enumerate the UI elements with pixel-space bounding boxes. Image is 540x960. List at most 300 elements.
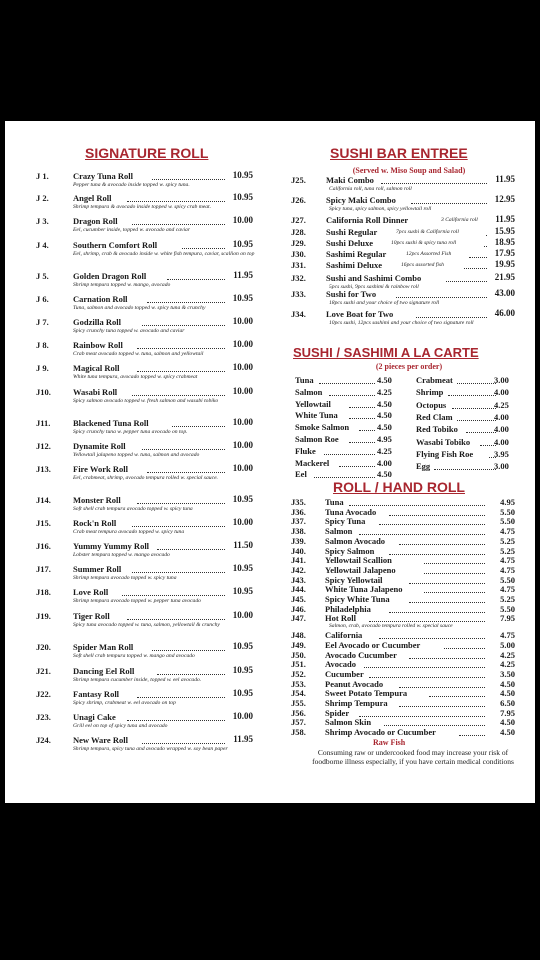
a-la-carte-item-price: 4.00	[494, 387, 509, 398]
dot-leader	[424, 567, 485, 574]
item-code: J45.	[291, 594, 306, 604]
item-name: Golden Dragon Roll	[73, 271, 147, 281]
item-price: 7.95	[500, 707, 515, 718]
sushi-bar-title: SUSHI BAR ENTREE	[330, 145, 468, 161]
item-price: 10.00	[232, 386, 253, 396]
item-code: J52.	[291, 668, 306, 679]
item-price: 4.75	[500, 584, 515, 595]
item-name: Sushi for Two	[326, 289, 377, 299]
signature-roll-title: SIGNATURE ROLL	[85, 145, 209, 161]
item-code: J10.	[36, 387, 51, 397]
item-price: 10.00	[232, 463, 253, 473]
item-code: J51.	[291, 659, 306, 670]
item-price: 11.50	[233, 540, 253, 550]
item-description: Soft shell crab tempura avocado topped w. spicy tuna	[73, 506, 193, 512]
dot-leader	[464, 262, 487, 269]
dot-leader	[434, 463, 496, 470]
dot-leader	[142, 737, 225, 744]
item-extra: 7pcs sushi & California roll	[396, 229, 459, 235]
a-la-carte-item-price: 4.25	[494, 399, 509, 410]
item-name: Godzilla Roll	[73, 317, 121, 327]
item-name: California Roll Dinner	[326, 215, 409, 225]
a-la-carte-item-name: Flying Fish Roe	[416, 448, 474, 459]
item-description: White tuna tempura, avocado topped w. spicy crabmeat	[73, 374, 198, 380]
item-code: J34.	[291, 309, 306, 319]
sushi-bar-subtitle: (Served w. Miso Soup and Salad)	[352, 166, 466, 175]
item-price: 15.95	[494, 226, 515, 236]
item-extra: 12pcs Assorted Fish	[406, 251, 452, 257]
item-price: 18.95	[494, 237, 515, 247]
item-code: J28.	[291, 227, 306, 237]
item-price: 10.00	[232, 339, 253, 349]
a-la-carte-item-price: 4.00	[494, 436, 509, 447]
item-code: J 6.	[36, 294, 49, 304]
item-code: J22.	[36, 689, 51, 699]
item-code: J37.	[291, 516, 306, 527]
item-price: 5.50	[500, 516, 515, 527]
item-price: 10.95	[232, 192, 253, 202]
dot-leader	[137, 342, 225, 349]
a-la-carte-item-price: 4.50	[377, 469, 392, 480]
a-la-carte-item-price: 4.50	[377, 398, 392, 409]
dot-leader	[379, 518, 485, 525]
dot-leader	[484, 240, 487, 247]
dot-leader	[486, 229, 487, 236]
item-code: J42.	[291, 564, 306, 575]
item-description: Shrimp tempura topped w. mango, avocado	[73, 282, 171, 288]
dot-leader	[452, 402, 496, 409]
item-name: Love Boat for Two	[326, 309, 394, 319]
item-price: 11.95	[233, 270, 253, 280]
item-description: Shrimp tempura & avocado inside topped w. spicy crab meat.	[73, 204, 212, 210]
item-code: J23.	[36, 712, 51, 722]
dot-leader	[127, 195, 225, 202]
a-la-carte-item-price: 4.50	[377, 410, 392, 421]
item-name: Tuna	[325, 497, 344, 507]
a-la-carte-item-name: Mackerel	[295, 457, 330, 468]
dot-leader	[167, 273, 225, 280]
item-code: J29.	[291, 238, 306, 248]
dot-leader	[416, 311, 487, 318]
item-code: J58.	[291, 727, 306, 738]
dot-leader	[132, 520, 225, 527]
dot-leader	[359, 710, 485, 717]
item-name: Spicy Yellowtail	[325, 574, 383, 585]
item-code: J 4.	[36, 240, 49, 250]
item-code: J18.	[36, 587, 51, 597]
item-name: Cucumber	[325, 668, 364, 679]
raw-fish-title: Raw Fish	[373, 738, 406, 747]
item-name: New Ware Roll	[73, 735, 128, 745]
raw-fish-notice: Consuming raw or undercooked food may increase your risk of foodborne illness especially, if you have certain medical conditions	[312, 748, 514, 766]
item-name: Maki Combo	[326, 175, 374, 185]
item-code: J30.	[291, 249, 306, 259]
dot-leader	[444, 642, 485, 649]
dot-leader	[329, 389, 375, 396]
a-la-carte-item-price: 4.50	[377, 422, 392, 433]
item-name: Magical Roll	[73, 363, 120, 373]
item-description: Crab meat avocado topped w. tuna, salmon and yellowtail	[73, 351, 204, 357]
item-code: J48.	[291, 630, 306, 641]
item-code: J26.	[291, 195, 306, 205]
a-la-carte-item-name: Salmon Roe	[295, 434, 339, 444]
item-code: J13.	[36, 464, 51, 474]
item-name: Hot Roll	[325, 613, 356, 624]
dot-leader	[127, 613, 225, 620]
a-la-carte-item-price: 3.00	[494, 375, 509, 385]
item-description: Spicy crunchy tuna w. pepper tuna avocado on top.	[73, 429, 188, 435]
item-price: 4.50	[500, 717, 515, 728]
item-description: Yellowtail jalapeno topped w. tuna, salmon and avocado	[73, 452, 200, 458]
a-la-carte-item-name: Tuna	[295, 375, 314, 385]
item-name: Eel Avocado or Cucumber	[325, 639, 421, 650]
item-code: J 2.	[36, 193, 49, 203]
dot-leader	[349, 412, 375, 419]
item-name: Spider	[325, 707, 350, 718]
item-price: 4.25	[500, 649, 515, 660]
item-description: Shrimp tempura cucumber inside, topped w. eel avocado.	[73, 677, 202, 683]
item-price: 10.00	[232, 417, 253, 427]
item-code: J55.	[291, 698, 306, 708]
a-la-carte-item-name: Egg	[416, 461, 431, 472]
item-description: Spicy tuna, spicy salmon, spicy yellowtail roll	[329, 206, 432, 212]
dot-leader	[429, 690, 485, 697]
a-la-carte-item-name: Yellowtail	[295, 398, 331, 409]
a-la-carte-item-price: 4.25	[377, 386, 392, 397]
item-price: 4.75	[500, 526, 515, 537]
a-la-carte-item-price: 4.95	[377, 434, 392, 444]
item-name: Crazy Tuna Roll	[73, 171, 133, 181]
item-code: J16.	[36, 541, 51, 551]
item-price: 6.50	[500, 698, 515, 708]
item-price: 46.00	[494, 308, 515, 318]
item-name: Carnation Roll	[73, 294, 128, 304]
item-code: J20.	[36, 642, 51, 652]
item-name: Rainbow Roll	[73, 340, 123, 350]
item-code: J 3.	[36, 216, 49, 226]
dot-leader	[389, 606, 485, 613]
item-price: 5.25	[500, 594, 515, 604]
item-price: 3.50	[500, 668, 515, 679]
item-price: 4.50	[500, 688, 515, 699]
dot-leader	[369, 671, 485, 678]
item-code: J 5.	[36, 271, 49, 281]
item-price: 4.50	[500, 678, 515, 689]
dot-leader	[359, 424, 375, 431]
item-name: Love Roll	[73, 587, 109, 597]
item-code: J49.	[291, 639, 306, 650]
dot-leader	[399, 700, 485, 707]
item-name: Sushi and Sashimi Combo	[326, 273, 422, 283]
dot-leader	[399, 538, 485, 545]
item-extra: 10pcs sushi & spicy tuna roll	[391, 240, 457, 246]
item-price: 5.25	[500, 535, 515, 546]
item-name: White Tuna Jalapeno	[325, 584, 403, 595]
dot-leader	[411, 197, 487, 204]
dot-leader	[349, 499, 485, 506]
a-la-carte-item-name: Shrimp	[416, 387, 444, 398]
item-name: Wasabi Roll	[73, 387, 118, 397]
item-code: J14.	[36, 495, 51, 505]
item-code: J32.	[291, 273, 306, 283]
item-extra: 16pcs assorted fish	[401, 262, 444, 268]
a-la-carte-item-name: Red Tobiko	[416, 424, 458, 435]
dot-leader	[142, 319, 225, 326]
item-price: 4.50	[500, 727, 515, 738]
dot-leader	[369, 615, 485, 622]
item-code: J54.	[291, 688, 306, 699]
item-price: 4.75	[500, 630, 515, 641]
item-price: 10.00	[232, 316, 253, 326]
item-name: Salmon Avocado	[325, 535, 386, 546]
item-price: 10.95	[232, 563, 253, 573]
item-code: J36.	[291, 506, 306, 517]
item-price: 10.00	[232, 711, 253, 721]
dot-leader	[172, 420, 225, 427]
dot-leader	[396, 291, 487, 298]
dot-leader	[147, 296, 225, 303]
item-code: J19.	[36, 611, 51, 621]
item-name: Unagi Cake	[73, 712, 116, 722]
item-code: J47.	[291, 613, 306, 624]
item-price: 43.00	[494, 288, 515, 298]
item-code: J25.	[291, 175, 306, 185]
item-price: 11.95	[233, 734, 253, 744]
dot-leader	[409, 577, 485, 584]
item-name: Spicy Tuna	[325, 516, 366, 527]
dot-leader	[339, 460, 375, 467]
dot-leader	[446, 275, 487, 282]
item-price: 10.00	[232, 440, 253, 450]
item-price: 10.95	[232, 665, 253, 675]
dot-leader	[137, 691, 225, 698]
item-price: 5.50	[500, 603, 515, 614]
item-price: 12.95	[494, 194, 515, 204]
item-description: Soft shell crab tempura topped w. mango and avocado	[73, 653, 195, 659]
item-description: 5pcs sushi, 9pcs sashimi & rainbow roll	[329, 284, 419, 290]
dot-leader	[132, 566, 225, 573]
item-name: Sashimi Deluxe	[326, 260, 382, 270]
a-la-carte-item-name: Red Clam	[416, 411, 453, 422]
dot-leader	[152, 644, 225, 651]
item-code: J33.	[291, 289, 306, 299]
item-description: Spicy shrimp, crabmeat w. eel avocado on top	[73, 700, 176, 706]
item-price: 21.95	[494, 272, 515, 282]
item-name: Blackened Tuna Roll	[73, 418, 149, 428]
item-price: 4.75	[500, 564, 515, 575]
item-name: Dragon Roll	[73, 216, 118, 226]
item-description: Spicy salmon avocado topped w. fresh salmon and wasabi tobiko	[73, 398, 219, 404]
dot-leader	[364, 661, 485, 668]
item-code: J50.	[291, 649, 306, 660]
item-name: Summer Roll	[73, 564, 122, 574]
item-name: Yellowtail Jalapeno	[325, 564, 396, 575]
dot-leader	[147, 466, 225, 473]
item-description: Shrimp tempura, spicy tuna and avocado wrapped w. soy bean paper	[73, 746, 228, 752]
item-name: Tuna Avocado	[325, 506, 377, 517]
item-code: J11.	[36, 418, 51, 428]
item-description: Spicy tuna avocado topped w. tuna, salmon, yellowtail & crunchy	[73, 622, 220, 628]
item-code: J57.	[291, 717, 306, 728]
item-name: Spicy Maki Combo	[326, 195, 396, 205]
a-la-carte-item-price: 4.00	[494, 411, 509, 422]
dot-leader	[399, 681, 485, 688]
dot-leader	[389, 548, 485, 555]
item-description: Spicy crunchy tuna topped w. avocado and caviar	[73, 328, 185, 334]
item-name: Avocado	[325, 659, 357, 670]
a-la-carte-item-price: 4.00	[494, 424, 509, 435]
item-name: Southern Comfort Roll	[73, 240, 158, 250]
a-la-carte-item-name: White Tuna	[295, 410, 338, 421]
item-price: 11.95	[495, 214, 515, 224]
a-la-carte-item-name: Fluke	[295, 445, 316, 456]
dot-leader	[379, 632, 485, 639]
item-price: 10.95	[232, 688, 253, 698]
item-code: J21.	[36, 666, 51, 676]
item-price: 17.95	[494, 248, 515, 258]
dot-leader	[381, 177, 487, 184]
item-description: Salmon, crab, avocado tempura rolled w. special sauce	[329, 623, 453, 630]
dot-leader	[469, 251, 487, 258]
item-price: 10.00	[232, 517, 253, 527]
dot-leader	[157, 668, 225, 675]
item-description: Eel, crabmeat, shrimp, avocado tempura rolled w. special sauce.	[73, 475, 218, 481]
item-code: J53.	[291, 678, 306, 689]
item-name: Yummy Yummy Roll	[73, 541, 150, 551]
item-code: J44.	[291, 584, 306, 595]
a-la-carte-item-price: 3.00	[494, 461, 509, 472]
item-description: Grill eel on top of spicy tuna and avocado	[73, 723, 168, 729]
item-description: California roll, tuna roll, salmon roll	[329, 186, 412, 192]
dot-leader	[132, 389, 225, 396]
item-price: 11.95	[495, 174, 515, 184]
dot-leader	[127, 714, 225, 721]
item-name: Dynamite Roll	[73, 441, 126, 451]
item-price: 10.95	[232, 239, 253, 249]
item-price: 10.95	[232, 293, 253, 303]
item-price: 10.95	[232, 494, 253, 504]
item-code: J17.	[36, 564, 51, 574]
a-la-carte-item-price: 4.25	[377, 445, 392, 456]
dot-leader	[324, 448, 375, 455]
item-name: Spider Man Roll	[73, 642, 134, 652]
dot-leader	[349, 436, 375, 443]
item-code: J15.	[36, 518, 51, 528]
item-code: J46.	[291, 603, 306, 614]
item-name: Fire Work Roll	[73, 464, 128, 474]
a-la-carte-item-name: Salmon	[295, 386, 323, 397]
a-la-carte-subtitle: (2 pieces per order)	[375, 362, 443, 371]
dot-leader	[137, 497, 225, 504]
item-name: Peanut Avocado	[325, 678, 384, 689]
item-code: J27.	[291, 215, 306, 225]
item-code: J56.	[291, 707, 306, 718]
dot-leader	[182, 242, 225, 249]
dot-leader	[137, 365, 225, 372]
a-la-carte-item-name: Smoke Salmon	[295, 422, 350, 433]
item-name: Monster Roll	[73, 495, 121, 505]
item-name: Rock'n Roll	[73, 518, 117, 528]
item-price: 10.95	[232, 586, 253, 596]
item-price: 10.00	[232, 362, 253, 372]
dot-leader	[349, 401, 375, 408]
item-price: 10.95	[232, 170, 253, 180]
dot-leader	[457, 377, 496, 384]
item-price: 10.00	[232, 610, 253, 620]
item-name: Sushi Deluxe	[326, 238, 373, 248]
item-code: J31.	[291, 260, 306, 270]
dot-leader	[132, 218, 225, 225]
item-description: Eel, cucumber inside, topped w. avocado and caviar	[73, 227, 191, 233]
dot-leader	[409, 652, 485, 659]
item-name: Dancing Eel Roll	[73, 666, 135, 676]
item-name: Salmon	[325, 526, 353, 537]
item-code: J 1.	[36, 171, 49, 181]
a-la-carte-item-name: Eel	[295, 469, 307, 480]
item-code: J40.	[291, 545, 306, 556]
a-la-carte-item-name: Octopus	[416, 399, 447, 410]
item-code: J 7.	[36, 317, 49, 327]
dot-leader	[466, 426, 496, 433]
item-code: J43.	[291, 574, 306, 585]
item-name: Sweet Potato Tempura	[325, 688, 408, 699]
item-name: Yellowtail Scallion	[325, 555, 392, 566]
item-price: 10.95	[232, 641, 253, 651]
item-code: J35.	[291, 497, 306, 507]
dot-leader	[459, 729, 485, 736]
dot-leader	[384, 719, 485, 726]
item-description: Eel, shrimp, crab & avocado inside w. white fish tempura, caviar, scallion on top	[73, 251, 255, 257]
dot-leader	[319, 377, 375, 384]
item-description: Lobster tempura topped w. mango avocado	[73, 552, 170, 558]
item-name: Spicy White Tuna	[325, 594, 390, 604]
item-price: 5.50	[500, 574, 515, 585]
item-code: J41.	[291, 555, 306, 566]
dot-leader	[409, 596, 485, 603]
item-price: 4.95	[500, 497, 515, 507]
dot-leader	[142, 443, 225, 450]
item-price: 4.25	[500, 659, 515, 670]
a-la-carte-item-name: Crabmeat	[416, 375, 453, 385]
item-name: Sushi Regular	[326, 227, 378, 237]
item-description: 10pcs sushi, 12pcs sashimi and your choice of two signature roll	[329, 320, 474, 326]
item-price: 4.75	[500, 555, 515, 566]
dot-leader	[457, 414, 496, 421]
roll-hand-title: ROLL / HAND ROLL	[333, 479, 465, 495]
item-name: Shrimp Tempura	[325, 698, 388, 708]
item-name: California	[325, 630, 363, 641]
dot-leader	[152, 173, 225, 180]
dot-leader	[424, 557, 485, 564]
item-price: 5.00	[500, 639, 515, 650]
item-name: Fantasy Roll	[73, 689, 120, 699]
item-code: J38.	[291, 526, 306, 537]
dot-leader	[314, 471, 375, 478]
item-name: Tiger Roll	[73, 611, 110, 621]
item-price: 19.95	[494, 259, 515, 269]
dot-leader	[389, 509, 485, 516]
a-la-carte-item-price: 4.50	[377, 375, 392, 385]
item-description: 18pcs sushi and your choice of two signature roll	[329, 300, 440, 306]
item-price: 5.50	[500, 506, 515, 517]
dot-leader	[424, 586, 485, 593]
item-name: Shrimp Avocado or Cucumber	[325, 727, 436, 738]
dot-leader	[359, 528, 485, 535]
item-name: Avocado Cucumber	[325, 649, 397, 660]
item-description: Crab meat tempura avocado topped w. spicy tuna	[73, 529, 185, 535]
dot-leader	[122, 589, 225, 596]
item-price: 10.00	[232, 215, 253, 225]
